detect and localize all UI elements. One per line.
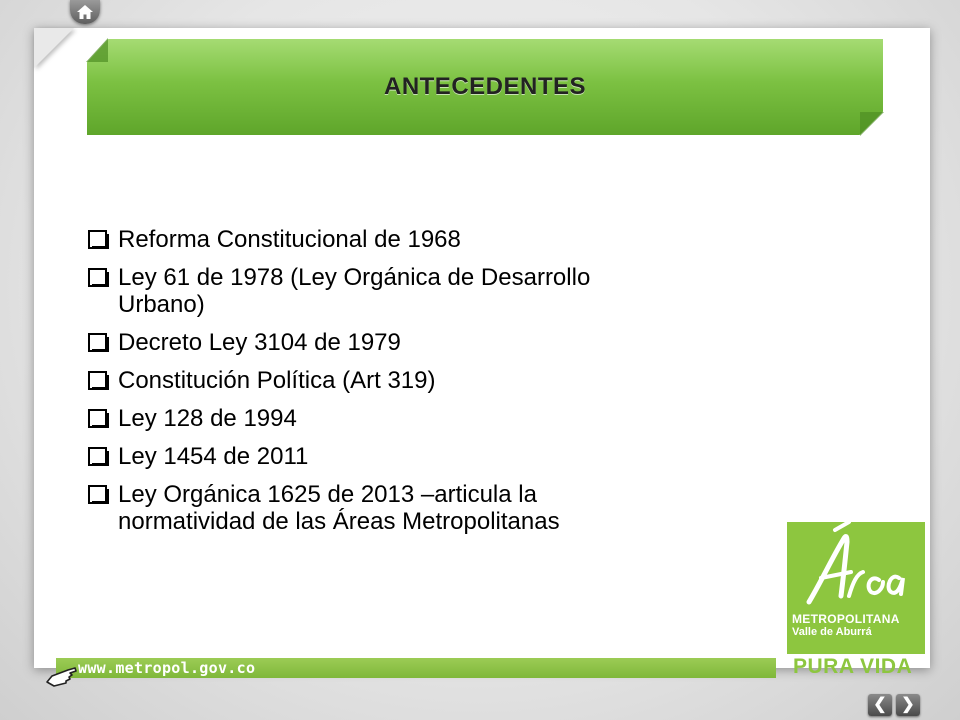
bullet-text: Ley Orgánica 1625 de 2013 –articula la: [118, 481, 537, 508]
list-item: [88, 443, 768, 470]
list-item: [88, 481, 768, 535]
checkbox-bullet-icon: [88, 230, 110, 249]
list-item: [88, 405, 768, 432]
bullet-text: Reforma Constitucional de 1968: [118, 226, 461, 253]
page-fold-corner: [34, 28, 74, 68]
bullet-text-continued: Urbano): [118, 291, 205, 318]
checkbox-bullet-icon: [88, 371, 110, 390]
bullet-text: Decreto Ley 3104 de 1979: [118, 329, 401, 356]
list-item: [88, 264, 768, 318]
footer-url[interactable]: www.metropol.gov.co: [78, 659, 256, 677]
bullet-list: [88, 226, 768, 546]
checkbox-bullet-icon: [88, 268, 110, 287]
logo-line-1: METROPOLITANA: [792, 612, 900, 626]
checkbox-bullet-icon: [88, 485, 110, 504]
prev-glyph: ❮: [873, 696, 887, 713]
bullet-text: Ley 61 de 1978 (Ley Orgánica de Desarrollo: [118, 264, 591, 291]
bullet-text: Ley 1454 de 2011: [118, 443, 309, 470]
next-glyph: ❯: [901, 696, 915, 713]
slogan: PURA VIDA: [793, 655, 913, 678]
list-item: [88, 329, 768, 356]
arrow-left-icon[interactable]: [868, 694, 892, 716]
checkbox-bullet-icon: [88, 409, 110, 428]
home-icon[interactable]: [70, 0, 100, 24]
pointing-hand-icon: [44, 660, 78, 688]
logo-line-2: Valle de Aburrá: [792, 626, 872, 638]
checkbox-bullet-icon: [88, 447, 110, 466]
bullet-text: Constitución Política (Art 319): [118, 367, 436, 394]
page-title: ANTECEDENTES: [383, 73, 587, 100]
checkbox-bullet-icon: [88, 333, 110, 352]
list-item: [88, 226, 768, 253]
bullet-text-continued: normatividad de las Áreas Metropolitanas: [118, 508, 560, 535]
bullet-text: Ley 128 de 1994: [118, 405, 297, 432]
arrow-right-icon[interactable]: [896, 694, 920, 716]
list-item: [88, 367, 768, 394]
area-script-logo-icon: [787, 522, 925, 612]
